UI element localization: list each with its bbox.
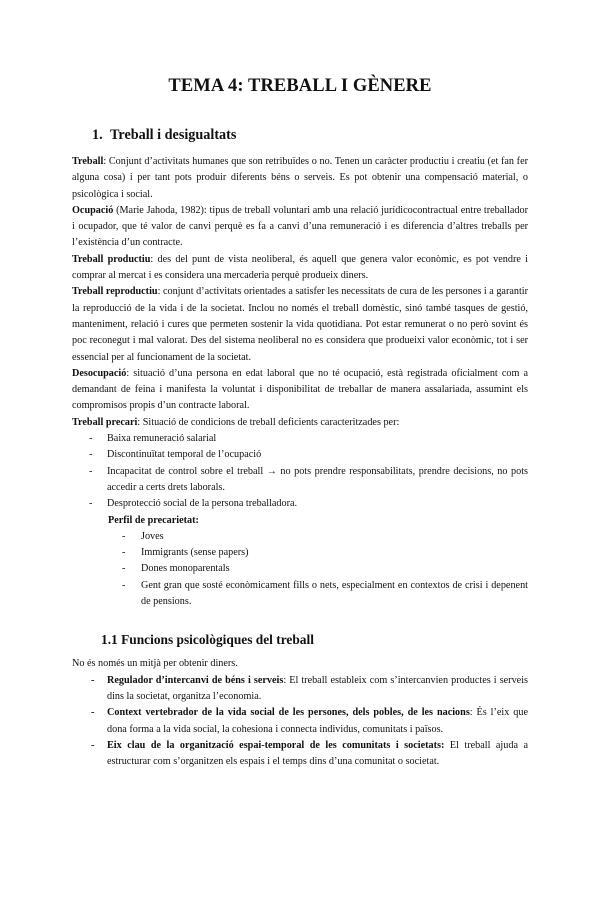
definition-text: : conjunt d’activitats orientades a satisfer les necessitats de cura de les persones i a garantir la reproducció de la vida i de la societat. Inclou no només el treball domèstic, sinó també tasques de gestió, manteniment, relació i cures que permeten sostenir la vida quotidiana. Pot estar remunerat o no però sovint és poc reconegut i mal valorat. Des del sistema neoliberal no es considera que produeixi valor econòmic, tot i ser essencial per al funcionament de la societat. — [72, 286, 529, 363]
term: Treball productiu — [72, 253, 151, 265]
definition-desocupacio — [72, 366, 528, 415]
definition-text: (Marie Jahoda, 1982): tipus de treball voluntari amb una relació jurídicocontractual entre treballador i ocupador, que té valor de canvi perquè es fa a canvi d’una remuneració i es diferencia d’altres treballs per l’existència d’un contracte. — [72, 204, 528, 249]
list-item: - Discontinuïtat temporal de l’ocupació — [89, 447, 528, 463]
section-heading-1 — [92, 127, 528, 144]
definition-text: : Situació de condicions de treball deficients caracteritzades per: — [137, 416, 400, 428]
term: Regulador d’intercanvi de béns i serveis — [107, 674, 284, 686]
definition-text: : situació d’una persona en edat laboral que no té ocupació, està registrada oficialment com a demandant de feina i manifesta la voluntat i disponibilitat de treballar de manera assalariada, assumint els compromisos propis d’un contracte laboral. — [72, 367, 528, 412]
profile-label: Perfil de precarietat — [108, 514, 196, 526]
list-item — [91, 673, 528, 706]
section-1-1-body — [72, 656, 528, 770]
page-title: TEMA 4: TREBALL I GÈNERE — [168, 76, 432, 96]
definition-ocupacio — [72, 203, 528, 252]
list-item: - Gent gran que sosté econòmicament fills o nets, especialment en contextos de crisi i depenent de pensions. — [122, 578, 528, 611]
definition-treball-reproductiu — [72, 284, 528, 365]
definition-text: : des del punt de vista neoliberal, és aquell que genera valor econòmic, es pot vendre i comprar al mercat i es considera una mercaderia perquè produeix diners. — [72, 253, 528, 282]
definition-treball-precari — [72, 415, 528, 431]
item-text: : El treball estableix com s’intercanvien productes i serveis dins la societat, organitza l’economia. — [107, 674, 528, 702]
definition-treball-productiu — [72, 252, 528, 285]
section-number: 1. — [92, 127, 103, 143]
term: Context vertebrador de la vida social de les persones, dels pobles, de les nacions — [107, 707, 470, 719]
term: Ocupació — [72, 204, 114, 216]
term: Eix clau de la organització espai-temporal de les comunitats i societats: — [107, 739, 445, 751]
precari-list — [72, 431, 528, 512]
term: Treball precari — [72, 416, 138, 428]
term: Treball — [72, 156, 104, 167]
functions-list — [72, 673, 528, 771]
list-item — [91, 738, 528, 771]
profile-colon: : — [195, 514, 199, 526]
profile-heading — [108, 513, 528, 529]
list-item: - Desprotecció social de la persona treballadora. — [89, 496, 528, 512]
section-1-body — [72, 154, 528, 610]
item-text: : És l’eix que dona forma a la vida social, la cohesiona i connecta individus, comunitats i països. — [107, 707, 528, 735]
list-item: - Baixa remuneració salarial — [89, 431, 528, 447]
document-page — [0, 76, 600, 924]
definition-treball — [72, 154, 528, 203]
list-item: - Incapacitat de control sobre el treball → no pots prendre responsabilitats, prendre decisions, no pots accedir a certs drets laborals. — [89, 464, 528, 497]
item-text: El treball ajuda a estructurar com s’organitzen els espais i el temps dins d’una comunitat o societat. — [107, 739, 528, 768]
profile-list — [72, 529, 528, 610]
section-heading-text: Treball i desigualtats — [110, 127, 237, 143]
term: Treball reproductiu — [72, 286, 158, 298]
list-item — [91, 705, 528, 738]
section-heading-1-1: 1.1 Funcions psicològiques del treball — [101, 632, 314, 648]
list-item: - Immigrants (sense papers) — [122, 545, 528, 561]
section-intro: No és només un mitjà per obtenir diners. — [72, 658, 238, 670]
list-item: - Joves — [122, 529, 528, 545]
list-item: - Dones monoparentals — [122, 561, 528, 577]
definition-text: : Conjunt d’activitats humanes que son retribuïdes o no. Tenen un caràcter productiu i creatiu (et fan fer alguna cosa) i per tant pots produir diferents béns o serveis. Es pot obtenir una compensació material, o psicològica i social. — [72, 156, 528, 200]
term: Desocupació — [72, 367, 127, 379]
